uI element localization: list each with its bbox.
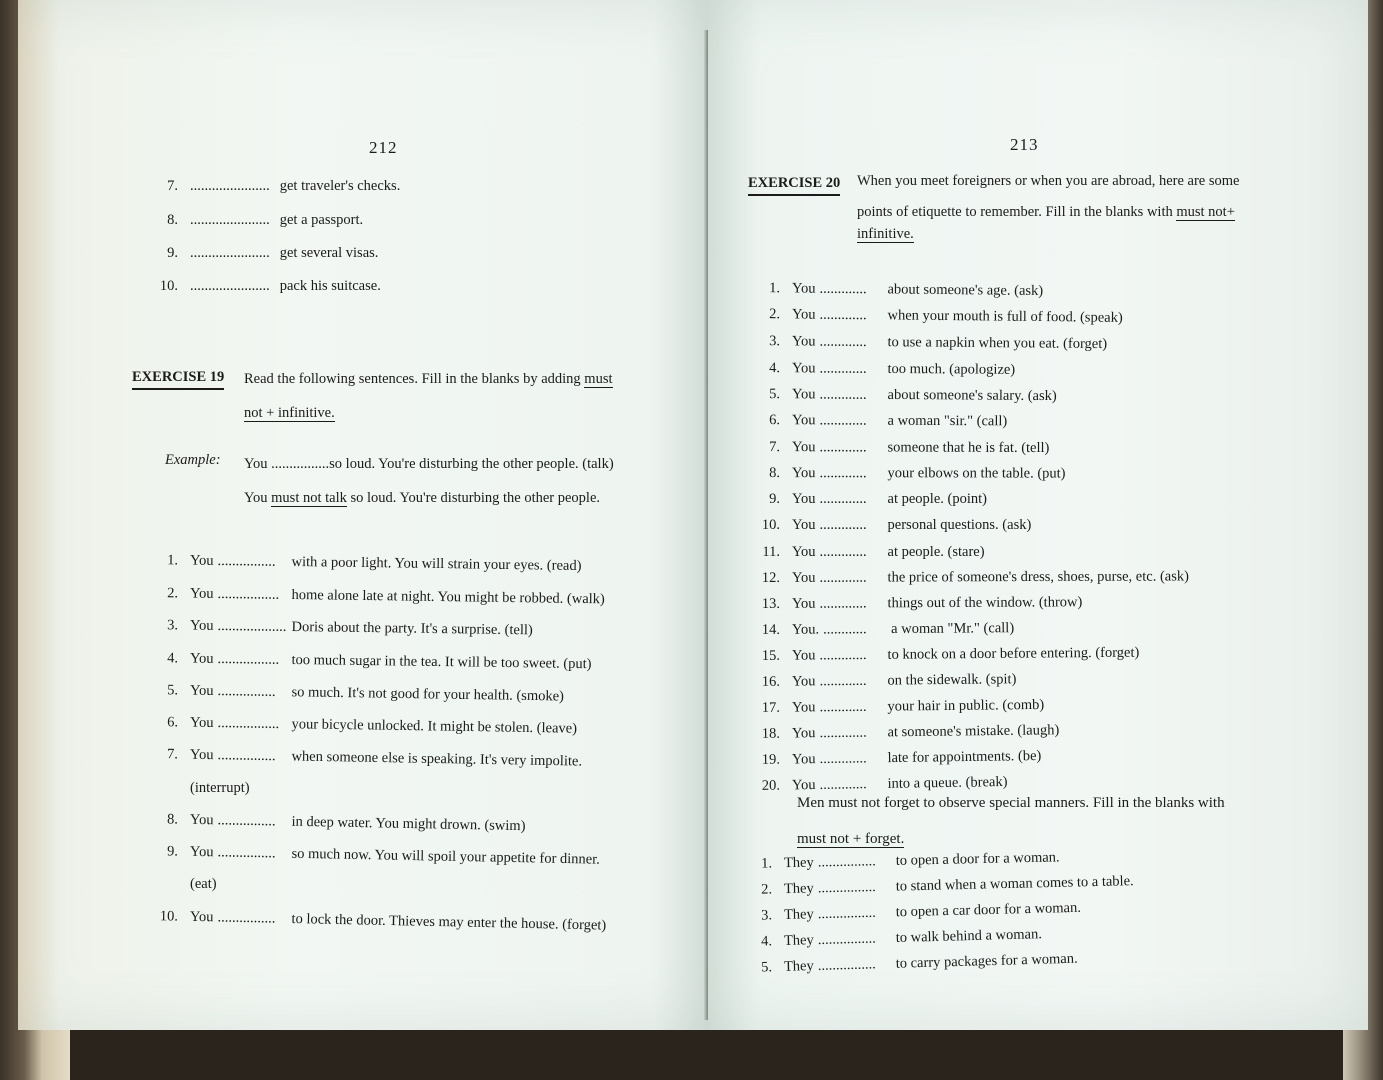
item-number: 19.	[761, 751, 781, 768]
list-item	[752, 465, 1066, 483]
example-underlined: must not talk	[271, 490, 347, 506]
item-subject: You	[791, 465, 816, 482]
item-subject: You	[791, 569, 816, 586]
item-text: (interrupt)	[190, 780, 250, 796]
item-number: 2.	[167, 585, 179, 602]
blank-line: .................	[217, 585, 280, 603]
item-subject: You	[189, 552, 214, 569]
item-number: 10.	[159, 278, 178, 294]
list-item	[752, 360, 1015, 379]
item-subject: You	[792, 544, 816, 560]
item-text: so much now. You will spoil your appetite for dinner.	[291, 845, 600, 868]
blank-line: .............	[819, 517, 867, 533]
blank-line: .............	[819, 333, 867, 351]
item-text: pack his suitcase.	[279, 278, 381, 294]
item-text: with a poor light. You will strain your eyes. (read)	[291, 553, 582, 575]
item-text: when your mouth is full of food. (speak)	[887, 307, 1123, 326]
blank-line: .............	[819, 776, 867, 793]
item-number: 13.	[761, 595, 781, 612]
blank-line: ......................	[190, 212, 270, 228]
item-number: 8.	[167, 212, 178, 228]
item-subject: You	[791, 386, 816, 403]
item-text: to use a napkin when you eat. (forget)	[887, 334, 1108, 353]
item-subject: They	[783, 854, 814, 872]
item-text: (eat)	[190, 876, 217, 892]
item-number: 4.	[167, 650, 179, 667]
item-text: in deep water. You might drown. (swim)	[291, 813, 526, 835]
item-subject: They	[783, 958, 814, 975]
exercise-20-instruction-line	[857, 204, 1235, 221]
exercise-19-instruction	[244, 362, 664, 430]
item-number: 1.	[167, 552, 179, 569]
blank-line: ......................	[190, 245, 270, 261]
item-text: your bicycle unlocked. It might be stolen. (leave)	[291, 716, 578, 737]
page-number-right: 213	[1010, 135, 1039, 154]
blank-line: .............	[819, 412, 867, 429]
blank-line: .............	[819, 672, 867, 690]
blank-line: ................	[217, 812, 276, 830]
item-number: 2.	[760, 881, 773, 898]
example-text: so loud. You're disturbing the other people.	[346, 490, 601, 506]
item-number: 20.	[761, 777, 781, 794]
list-item	[150, 245, 378, 262]
item-number: 7.	[166, 746, 179, 763]
list-item	[752, 568, 1189, 587]
item-number: 8.	[769, 465, 781, 482]
item-text: at someone's mistake. (laugh)	[887, 722, 1060, 741]
item-number: 8.	[166, 811, 179, 828]
item-text: at people. (stare)	[887, 544, 985, 560]
blank-line: .............	[819, 595, 867, 612]
list-item	[150, 278, 381, 295]
blank-line: .............	[819, 386, 867, 403]
item-subject: You	[189, 682, 214, 699]
exercise-19-label: EXERCISE 19	[132, 369, 224, 390]
list-item	[752, 280, 1043, 300]
item-number: 14.	[761, 621, 781, 638]
item-text: your hair in public. (comb)	[887, 696, 1045, 715]
item-text: when someone else is speaking. It's very impolite.	[291, 748, 583, 770]
item-number: 16.	[761, 673, 781, 690]
item-subject: You	[189, 843, 214, 861]
item-text: about someone's age. (ask)	[887, 281, 1044, 300]
blank-line: ................	[217, 552, 276, 570]
item-number: 7.	[769, 439, 781, 456]
page-number-left: 212	[369, 138, 398, 157]
item-number: 5.	[769, 386, 781, 403]
list-item	[150, 178, 400, 195]
item-subject: You	[189, 650, 214, 667]
item-subject: You	[791, 412, 816, 429]
blank-line: .............	[819, 698, 867, 716]
item-text: too much. (apologize)	[887, 360, 1016, 378]
instruction-underlined: must	[584, 371, 613, 387]
blank-line: ......................	[190, 278, 270, 294]
item-text: late for appointments. (be)	[887, 747, 1042, 767]
list-item	[752, 439, 1049, 457]
instruction-underlined: must not+	[1176, 204, 1235, 220]
list-item	[752, 491, 987, 508]
item-subject: You	[791, 777, 816, 794]
item-subject: You	[189, 617, 214, 634]
item-number: 4.	[760, 933, 773, 950]
instruction-underlined: infinitive.	[857, 226, 914, 242]
item-subject: You	[791, 647, 816, 664]
item-number: 3.	[167, 617, 179, 634]
blank-line: ................	[217, 844, 276, 862]
item-subject: They	[783, 906, 814, 924]
blank-line: .............	[819, 750, 867, 768]
item-number: 7.	[167, 178, 178, 194]
item-number: 10.	[159, 908, 179, 925]
item-subject: You	[189, 585, 214, 602]
item-text: at people. (point)	[887, 491, 987, 507]
item-subject: You	[791, 306, 816, 323]
item-text: get several visas.	[279, 245, 379, 261]
item-number: 3.	[760, 907, 773, 924]
item-text: to knock on a door before entering. (forget)	[887, 644, 1140, 663]
list-item	[150, 876, 217, 893]
item-number: 9.	[769, 491, 780, 507]
item-text: a woman "sir." (call)	[887, 412, 1008, 430]
blank-line: ......................	[190, 178, 270, 194]
item-number: 9.	[166, 843, 179, 860]
item-number: 18.	[761, 725, 781, 742]
item-number: 15.	[761, 647, 781, 664]
item-text: the price of someone's dress, shoes, purse, etc. (ask)	[887, 568, 1189, 586]
item-text: your elbows on the table. (put)	[887, 465, 1066, 482]
item-text: to carry packages for a woman.	[895, 950, 1078, 972]
item-text: into a queue. (break)	[887, 773, 1008, 792]
item-text: on the sidewalk. (spit)	[887, 671, 1017, 689]
list-item	[150, 780, 250, 797]
item-subject: They	[783, 880, 814, 898]
item-subject: You	[791, 333, 816, 350]
men-section-instruction	[797, 831, 904, 848]
item-number: 2.	[769, 306, 781, 323]
item-text: a woman "Mr." (call)	[891, 620, 1015, 638]
instruction-text: points of etiquette to remember. Fill in the blanks with	[857, 204, 1177, 220]
list-item	[752, 333, 1107, 353]
item-text: about someone's salary. (ask)	[887, 386, 1057, 405]
item-subject: You	[791, 595, 816, 612]
blank-line: ................	[817, 956, 876, 974]
blank-line: ................	[817, 930, 876, 949]
item-number: 3.	[769, 333, 781, 350]
blank-line: .............	[819, 544, 867, 560]
blank-line: .................	[217, 650, 280, 668]
item-subject: You	[791, 280, 816, 297]
item-text: get a passport.	[279, 212, 364, 228]
exercise-20-instruction-line	[857, 226, 914, 243]
item-subject: You.	[791, 621, 820, 638]
item-text: someone that he is fat. (tell)	[887, 439, 1050, 457]
item-text: to walk behind a woman.	[895, 926, 1043, 947]
instruction-underlined: not + infinitive.	[244, 405, 335, 421]
example-label: Example:	[165, 452, 221, 468]
list-item	[752, 517, 1031, 534]
blank-line: .............	[819, 491, 867, 507]
blank-line: .............	[819, 569, 867, 586]
item-subject: You	[791, 360, 816, 377]
item-text: to stand when a woman comes to a table.	[895, 873, 1134, 895]
item-text: Doris about the party. It's a surprise. (tell)	[291, 618, 533, 639]
list-item	[752, 620, 1014, 639]
item-subject: You	[189, 811, 214, 829]
item-number: 5.	[760, 959, 773, 976]
blank-line: ............	[823, 621, 867, 638]
list-item	[752, 697, 1044, 717]
item-number: 6.	[167, 714, 179, 731]
blank-line: ................	[817, 904, 876, 923]
item-text: things out of the window. (throw)	[887, 594, 1083, 612]
blank-line: ................	[217, 747, 276, 765]
item-subject: You	[189, 714, 214, 731]
item-subject: You	[792, 517, 816, 533]
item-number: 1.	[760, 855, 773, 872]
item-subject: They	[783, 932, 814, 949]
exercise-20-instruction-line: When you meet foreigners or when you are abroad, here are some	[857, 173, 1240, 189]
item-text: too much sugar in the tea. It will be too sweet. (put)	[291, 651, 592, 673]
item-subject: You	[791, 751, 816, 768]
blank-line: .............	[819, 646, 867, 664]
blank-line: ................	[217, 909, 276, 927]
item-text: to lock the door. Thieves may enter the house. (forget)	[291, 910, 607, 934]
item-number: 6.	[769, 412, 781, 429]
item-number: 9.	[167, 245, 178, 261]
men-section-instruction: Men must not forget to observe special manners. Fill in the blanks with	[797, 795, 1225, 811]
list-item	[752, 645, 1139, 665]
blank-line: ................	[817, 853, 876, 871]
item-subject: You	[792, 491, 816, 507]
item-subject: You	[189, 908, 214, 926]
instruction-text: Read the following sentences. Fill in the blanks by adding	[244, 371, 585, 387]
item-number: 17.	[761, 699, 781, 716]
list-item	[752, 594, 1082, 613]
item-subject: You	[189, 746, 214, 764]
item-text: home alone late at night. You might be robbed. (walk)	[291, 586, 605, 608]
item-subject: You	[791, 725, 816, 742]
item-subject: You	[791, 673, 816, 690]
list-item	[752, 544, 985, 561]
blank-line: .................	[217, 715, 280, 733]
item-text: to open a car door for a woman.	[895, 899, 1082, 921]
instruction-underlined: must not + forget.	[797, 831, 905, 847]
left-page	[18, 0, 708, 1030]
example-text: You	[244, 490, 272, 506]
blank-line: ...................	[217, 617, 287, 635]
item-number: 11.	[762, 544, 780, 560]
item-subject: You	[791, 699, 816, 716]
item-number: 10.	[761, 517, 780, 533]
blank-line: .............	[819, 360, 867, 377]
blank-line: ................	[817, 879, 876, 897]
blank-line: .............	[819, 439, 867, 456]
list-item	[752, 412, 1007, 430]
list-item	[752, 671, 1017, 691]
item-text: personal questions. (ask)	[887, 517, 1032, 533]
item-number: 1.	[769, 280, 781, 297]
blank-line: .............	[819, 724, 867, 742]
blank-line: .............	[819, 306, 867, 324]
item-number: 12.	[761, 569, 781, 586]
example-answer	[244, 490, 600, 507]
blank-line: ................	[217, 683, 276, 700]
list-item	[752, 386, 1057, 405]
item-text: so much. It's not good for your health. (smoke)	[291, 684, 565, 705]
item-number: 5.	[167, 682, 179, 699]
blank-line: .............	[819, 465, 867, 482]
list-item	[150, 212, 363, 229]
example-line: You ................so loud. You're disturbing the other people. (talk)	[244, 456, 614, 472]
item-text: get traveler's checks.	[279, 178, 401, 194]
blank-line: .............	[819, 280, 867, 298]
item-text: to open a door for a woman.	[895, 849, 1060, 869]
item-number: 4.	[769, 360, 781, 377]
item-subject: You	[791, 439, 816, 456]
exercise-20-label: EXERCISE 20	[748, 175, 840, 196]
